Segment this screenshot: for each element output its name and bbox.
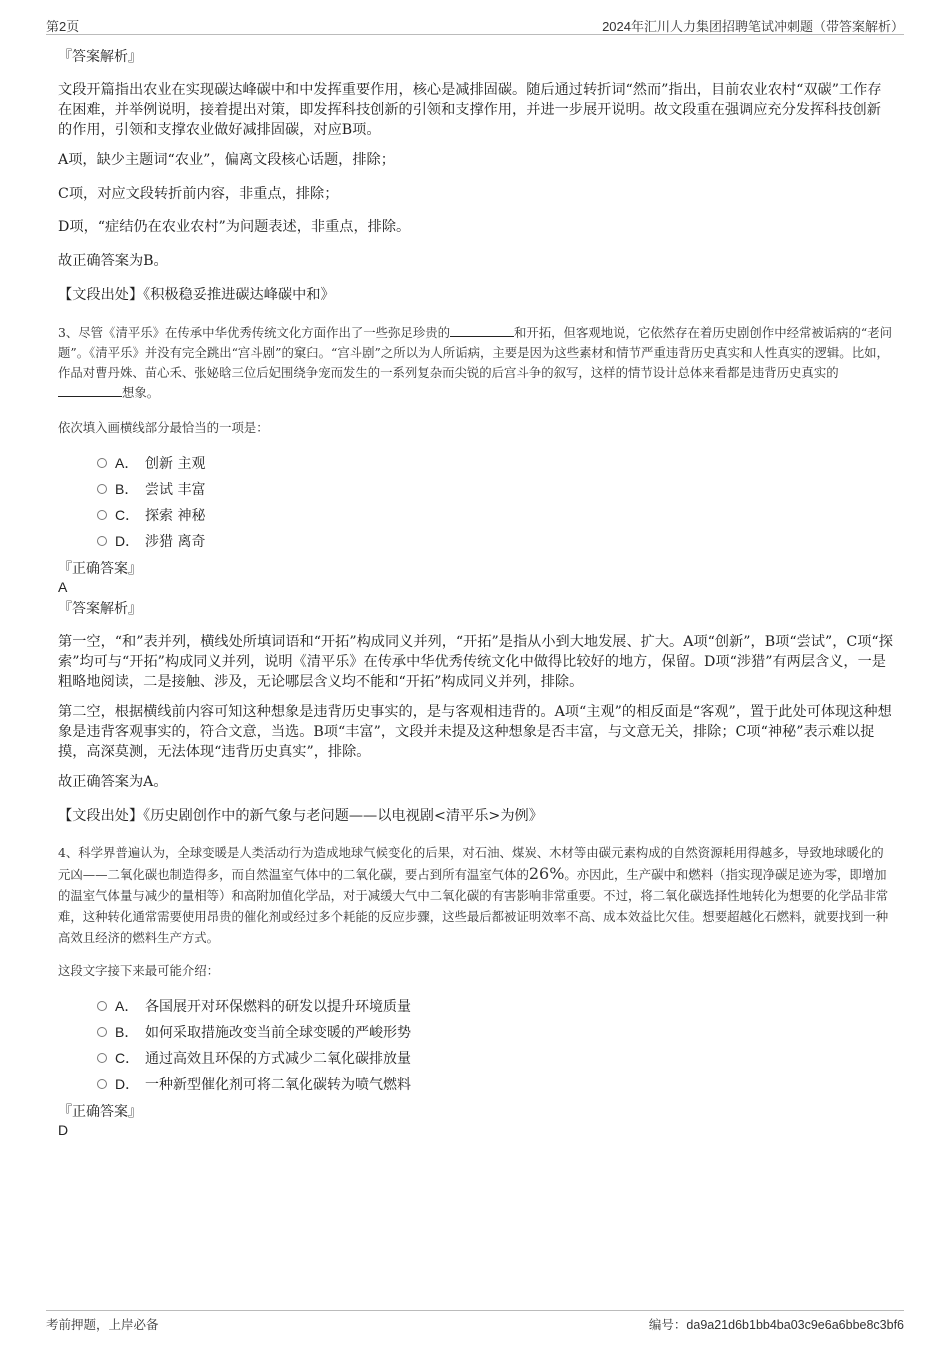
q4-option-c[interactable]: C． 通过高效且环保的方式减少二氧化碳排放量 xyxy=(97,1048,411,1069)
source-title: 《积极稳妥推进碳达峰碳中和》 xyxy=(143,287,335,303)
q4-stem-part1: 4、科学界普遍认为，全球变暖是人类活动行为造成地球气候变化的后果，对石油、煤炭、木材等由碳元素构成的自然资源耗用得越多，导致地球暖化的元凶——二氧化碳也制造得多，而自然温室气体中的二氧化碳，要占到所有温室气体的 xyxy=(58,845,884,882)
document-title: 2024年汇川人力集团招聘笔试冲刺题（带答案解析） xyxy=(602,19,904,34)
percent-value: 26% xyxy=(528,864,565,883)
q2-source xyxy=(58,285,894,305)
footer-code xyxy=(649,1315,904,1333)
q3-option-c[interactable]: C． 探索 神秘 xyxy=(97,505,205,526)
q3-correct-heading: 『正确答案』 xyxy=(58,561,142,577)
footer-slogan: 考前押题，上岸必备 xyxy=(46,1317,159,1332)
radio-icon[interactable] xyxy=(97,536,107,546)
q4-correct-heading: 『正确答案』 xyxy=(58,1104,142,1120)
radio-icon[interactable] xyxy=(97,1053,107,1063)
q3-stem-part2: 和开拓，但客观地说，它依然存在着历史剧创作中经常被诟病的“老问题”。《清平乐》并没有完全跳出“宫斗剧”的窠臼。“宫斗剧”之所以为人所诟病，主要是因为这些素材和情节严重违背历史真实和人性真实的逻辑。比如，作品对曹丹姝、苗心禾、张妼晗三位后妃围绕争宠而发生的一系列复杂而尖锐的后宫斗争的叙写，这样的情节设计总体来看都是违背历史真实的 xyxy=(58,325,893,380)
q4-correct-answer: D xyxy=(58,1122,69,1138)
q3-correct-answer: A xyxy=(58,579,68,595)
q4-stem xyxy=(58,842,894,948)
answer-blank-1 xyxy=(450,324,514,337)
q2-conclusion: 故正确答案为B。 xyxy=(58,253,168,269)
radio-icon[interactable] xyxy=(97,1001,107,1011)
radio-icon[interactable] xyxy=(97,458,107,468)
q4-option-b[interactable]: B． 如何采取措施改变当前全球变暖的严峻形势 xyxy=(97,1022,411,1043)
radio-icon[interactable] xyxy=(97,1079,107,1089)
q2-option-c-note: C项，对应文段转折前内容，非重点，排除； xyxy=(58,186,339,202)
q2-analysis-heading: 『答案解析』 xyxy=(58,49,142,65)
source-label: 【文段出处】 xyxy=(58,808,144,824)
q3-conclusion: 故正确答案为A。 xyxy=(58,774,168,790)
page-footer xyxy=(46,1310,904,1333)
q3-option-d[interactable]: D． 涉猎 离奇 xyxy=(97,531,205,552)
q4-stem-part2: 。亦因此，生产碳中和燃料（指实现净碳足迹为零，即增加的温室气体量与减少的量相等）和高附加值化学品，对于减缓大气中二氧化碳的有害影响非常重要。不过，将二氧化碳选择性地转化为想要的化学品非常难，这种转化通常需要使用昂贵的催化剂或经过多个耗能的反应步骤，这些最后都被证明效率不高、成本效益比欠佳。想要超越化石燃料，就要找到一种高效且经济的燃料生产方式。 xyxy=(58,867,889,945)
q3-stem xyxy=(58,323,894,403)
source-label: 【文段出处】 xyxy=(58,287,144,303)
q4-option-d[interactable]: D． 一种新型催化剂可将二氧化碳转为喷气燃料 xyxy=(97,1074,411,1095)
q4-prompt: 这段文字接下来最可能介绍： xyxy=(58,963,220,978)
q2-option-d-note: D项，“症结仍在农业农村”为问题表述，非重点，排除。 xyxy=(58,219,411,235)
q3-source xyxy=(58,806,894,826)
q2-option-a-note: A项，缺少主题词“农业”，偏离文段核心话题，排除； xyxy=(58,152,395,168)
radio-icon[interactable] xyxy=(97,1027,107,1037)
q3-prompt: 依次填入画横线部分最恰当的一项是： xyxy=(58,420,269,435)
q3-stem-part1: 3、尽管《清平乐》在传承中华优秀传统文化方面作出了一些弥足珍贵的 xyxy=(58,325,450,340)
radio-icon[interactable] xyxy=(97,484,107,494)
q3-analysis-paragraph-2: 第二空，根据横线前内容可知这种想象是违背历史事实的，是与客观相违背的。A项“主观”的相反面是“客观”，置于此处可体现这种想象是违背客观事实的，符合文意，当选。B项“丰富”，文段并未提及这种想象是否丰富，与文意无关，排除；C项“神秘”表示难以捉摸，高深莫测，无法体现“违背历史真实”，排除。 xyxy=(58,704,892,760)
q3-option-b[interactable]: B． 尝试 丰富 xyxy=(97,479,205,500)
q3-option-a[interactable]: A． 创新 主观 xyxy=(97,453,205,474)
source-title: 《历史剧创作中的新气象与老问题——以电视剧<清平乐>为例》 xyxy=(143,808,543,824)
radio-icon[interactable] xyxy=(97,510,107,520)
page-header xyxy=(46,14,904,35)
q2-analysis-paragraph: 文段开篇指出农业在实现碳达峰碳中和中发挥重要作用，核心是减排固碳。随后通过转折词“然而”指出，目前农业农村“双碳”工作存在困难，并举例说明，接着提出对策，即发挥科技创新的引领和支撑作用，并进一步展开说明。故文段重在强调应充分发挥科技创新的作用，引领和支撑农业做好减排固碳，对应B项。 xyxy=(58,82,882,138)
code-label: 编号： xyxy=(648,1318,687,1332)
q3-analysis-paragraph-1: 第一空，“和”表并列，横线处所填词语和“开拓”构成同义并列，“开拓”是指从小到大地发展、扩大。A项“创新”，B项“尝试”，C项“探索”均可与“开拓”构成同义并列，说明《清平乐》在传承中华优秀传统文化中做得比较好的地方，保留。D项“涉猎”有两层含义，一是粗略地阅读，二是接触、涉及，无论哪层含义均不能和“开拓”构成同义并列，排除。 xyxy=(58,634,893,690)
page-number: 第2页 xyxy=(46,19,80,34)
q3-stem-part3: 想象。 xyxy=(122,385,160,400)
q4-option-a[interactable]: A． 各国展开对环保燃料的研发以提升环境质量 xyxy=(97,996,411,1017)
q3-analysis-heading: 『答案解析』 xyxy=(58,601,142,617)
code-value: da9a21d6b1bb4ba03c9e6a6bbe8c3bf6 xyxy=(686,1318,904,1332)
answer-blank-2 xyxy=(58,384,122,397)
